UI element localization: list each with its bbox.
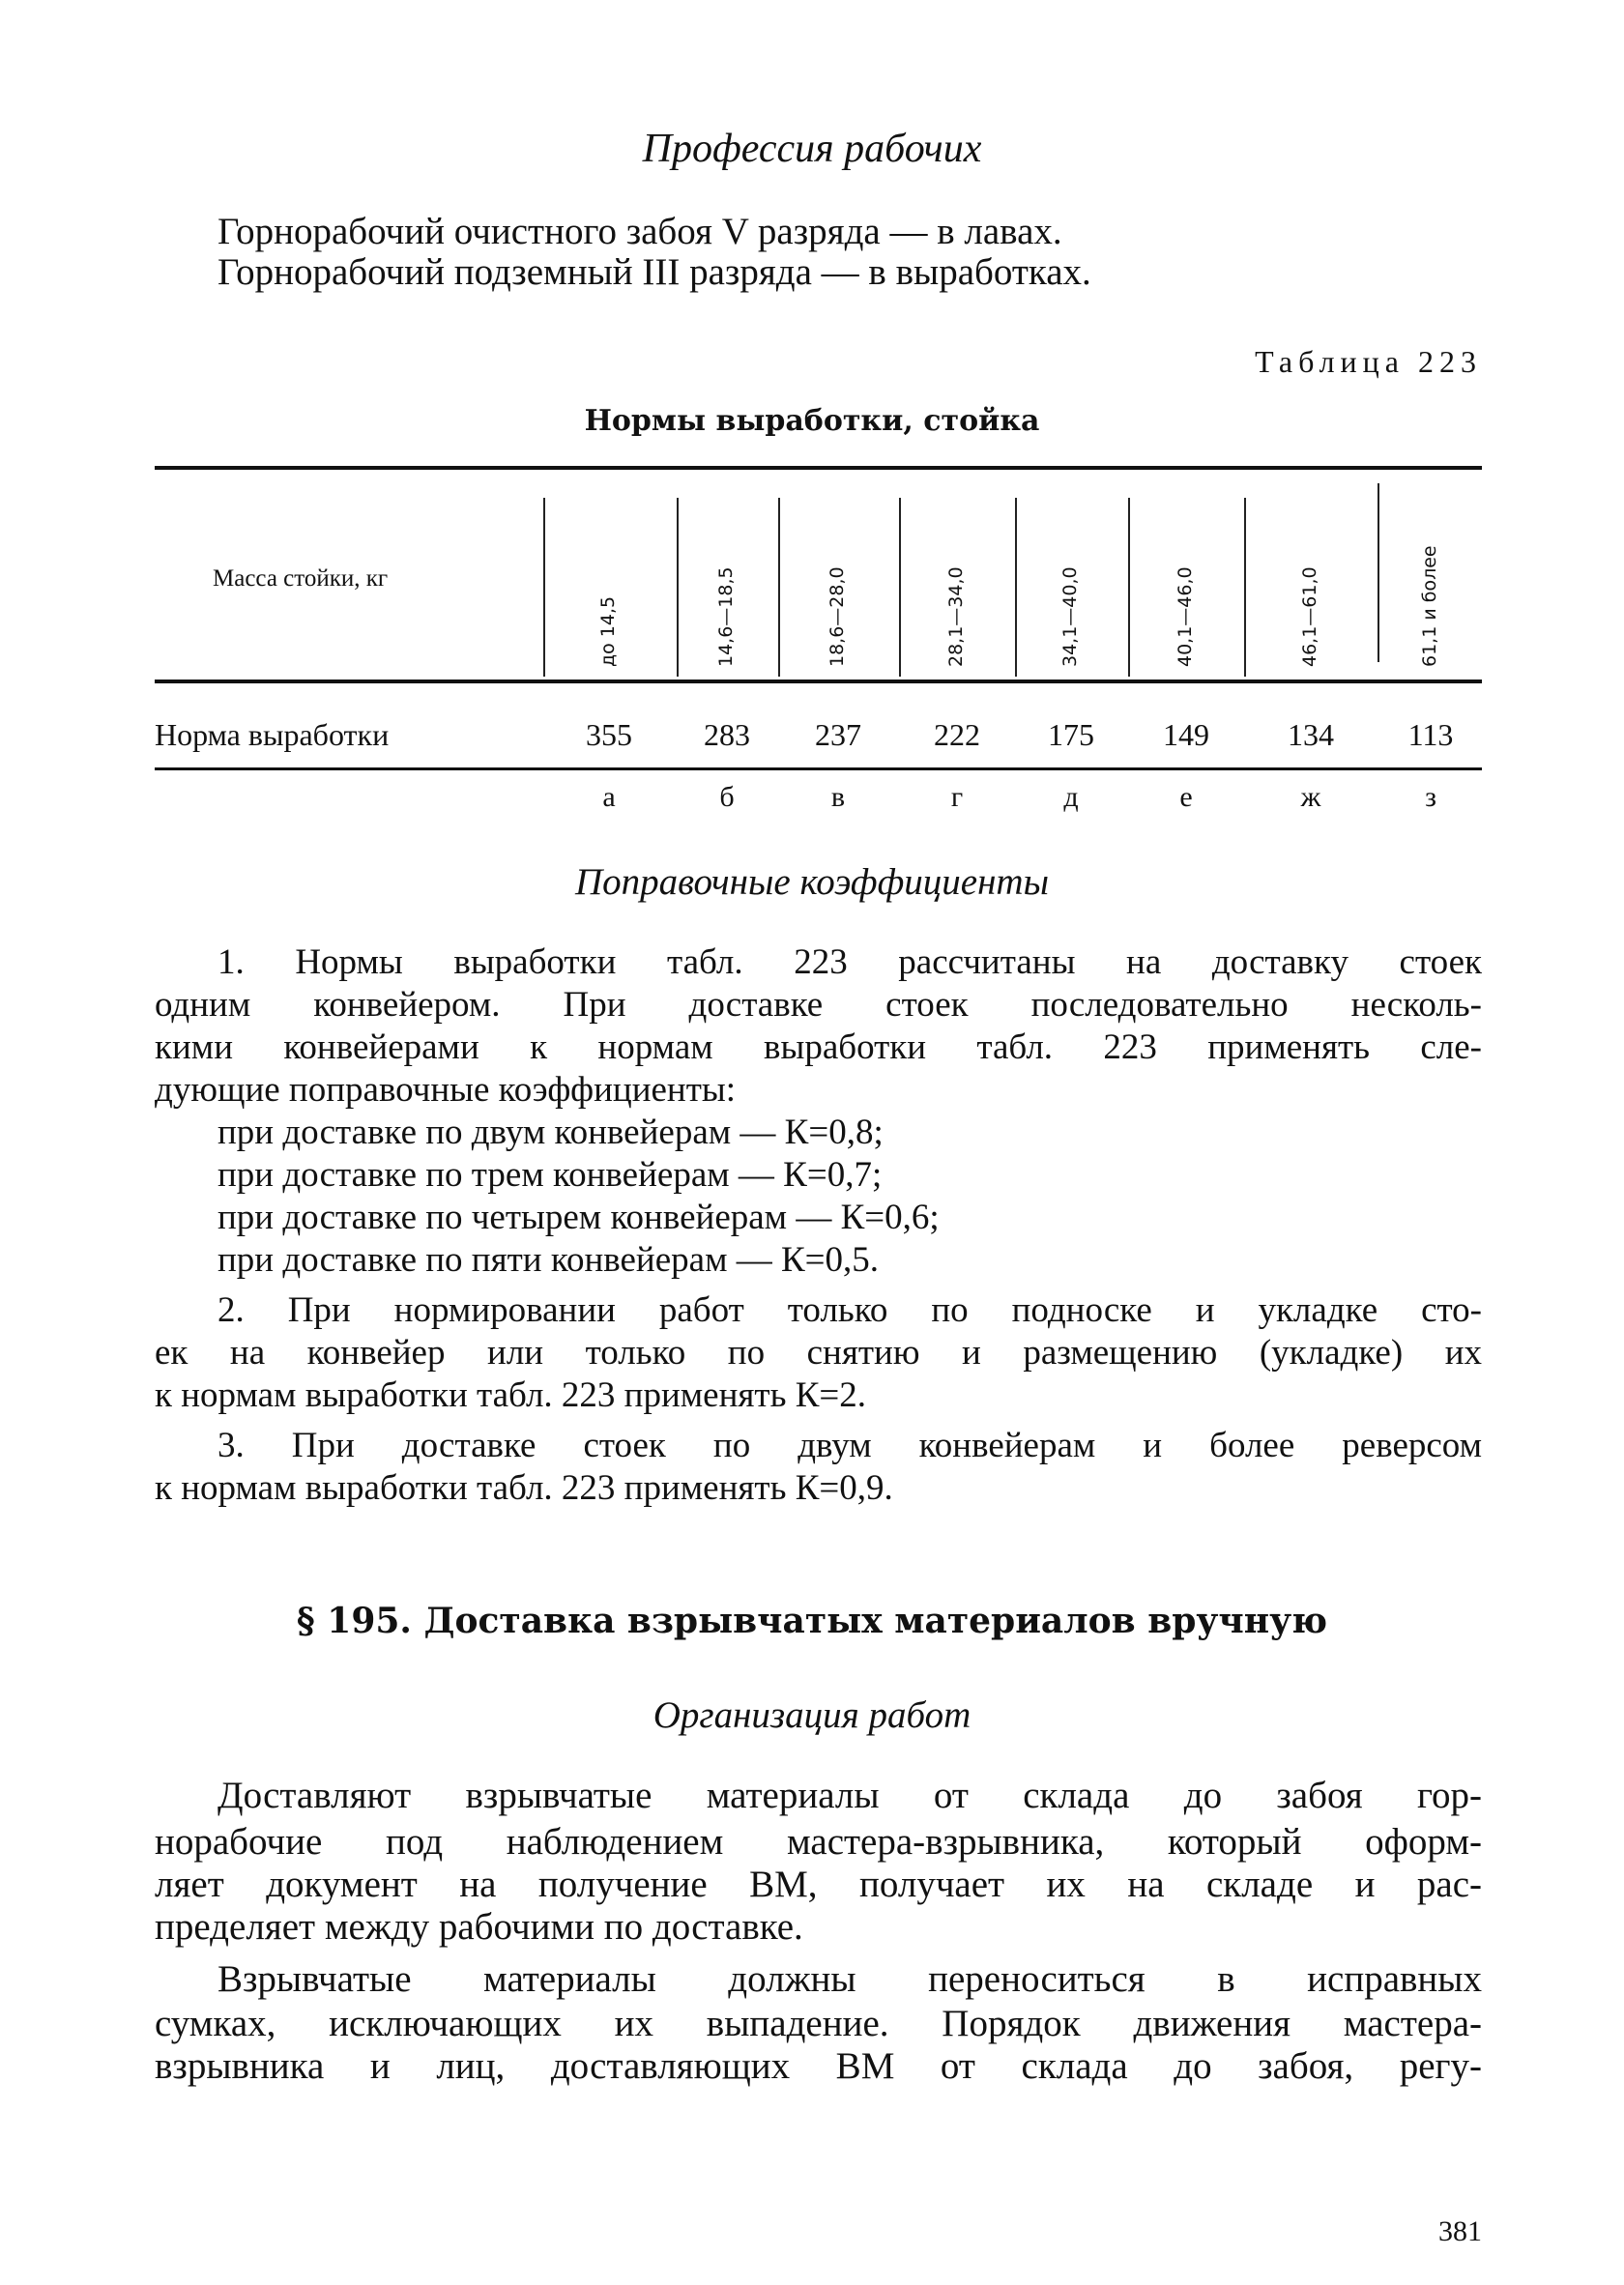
norm-value: 355 — [586, 717, 632, 752]
norm-value: 222 — [934, 717, 980, 752]
corrections-line: при доставке по трем конвейерам — К=0,7; — [218, 1155, 883, 1195]
section-line: сумках, исключающих их выпадение. Порядок движения мастера- — [155, 2003, 1482, 2044]
section-line: Доставляют взрывчатые материалы от склада до забоя гор- — [218, 1775, 1482, 1816]
norm-value: 237 — [815, 717, 861, 752]
norm-value: 149 — [1163, 717, 1209, 752]
column-header: 46,1—61,0 — [1299, 566, 1320, 667]
column-header: 28,1—34,0 — [945, 566, 967, 667]
table-header-rule — [155, 680, 1482, 683]
profession-line-2: Горнорабочий подземный III разряда — в выработках. — [218, 251, 1091, 293]
column-header: 18,6—28,0 — [826, 566, 848, 667]
column-divider — [1128, 498, 1130, 677]
section-line: Взрывчатые материалы должны переноситься в исправных — [218, 1958, 1482, 2000]
norm-value: 175 — [1048, 717, 1094, 752]
corrections-line: 1. Нормы выработки табл. 223 рассчитаны на доставку стоек — [218, 942, 1482, 982]
column-divider — [543, 498, 545, 677]
corrections-line: кими конвейерами к нормам выработки табл. 223 применять сле- — [155, 1027, 1482, 1067]
corrections-line: 3. При доставке стоек по двум конвейерам и более реверсом — [218, 1426, 1482, 1465]
corrections-line: одним конвейером. При доставке стоек последовательно несколь- — [155, 985, 1482, 1025]
header-label: Масса стойки, кг — [213, 565, 389, 592]
column-letter: ж — [1300, 781, 1321, 813]
table-number: Таблица 223 — [1255, 344, 1482, 379]
column-divider — [1244, 498, 1246, 677]
column-letter: а — [602, 781, 616, 813]
norm-value: 283 — [704, 717, 750, 752]
column-header: 40,1—46,0 — [1174, 566, 1196, 667]
column-letter: г — [950, 781, 964, 813]
column-divider — [677, 498, 679, 677]
column-divider — [1378, 483, 1379, 662]
section-heading: § 195. Доставка взрывчатых материалов вручную — [296, 1601, 1328, 1641]
column-letter: е — [1179, 781, 1193, 813]
norm-value: 134 — [1288, 717, 1334, 752]
section-line: взрывника и лиц, доставляющих ВМ от склада до забоя, регу- — [155, 2045, 1482, 2087]
column-letter: д — [1063, 781, 1079, 813]
corrections-line: 2. При нормировании работ только по подноске и укладке сто- — [218, 1290, 1482, 1330]
corrections-line: к нормам выработки табл. 223 применять К=2. — [155, 1375, 867, 1415]
column-header: до 14,5 — [597, 595, 619, 667]
profession-line-1: Горнорабочий очистного забоя V разряда — в лавах. — [218, 211, 1062, 252]
column-divider — [899, 498, 901, 677]
section-subheading: Организация работ — [652, 1694, 972, 1736]
table-title: Нормы выработки, стойка — [584, 404, 1040, 438]
corrections-line: при доставке по четырем конвейерам — К=0,6; — [218, 1198, 940, 1237]
column-letter: в — [830, 781, 846, 813]
corrections-line: дующие поправочные коэффициенты: — [155, 1070, 737, 1110]
corrections-line: к нормам выработки табл. 223 применять К=0,9. — [155, 1468, 893, 1508]
column-header: 14,6—18,5 — [715, 566, 737, 667]
corrections-line: при доставке по пяти конвейерам — К=0,5. — [218, 1240, 880, 1280]
section-line: норабочие под наблюдением мастера-взрывника, который оформ- — [155, 1821, 1482, 1863]
table-top-rule — [155, 466, 1482, 470]
column-header: 34,1—40,0 — [1059, 566, 1081, 667]
section-line: ляет документ на получение ВМ, получает их на складе и рас- — [155, 1864, 1482, 1905]
column-divider — [1015, 498, 1017, 677]
norm-value: 113 — [1407, 717, 1454, 752]
column-letter: з — [1425, 781, 1436, 813]
section-line: пределяет между рабочими по доставке. — [155, 1906, 803, 1948]
corrections-line: при доставке по двум конвейерам — К=0,8; — [218, 1113, 884, 1152]
column-letter: б — [719, 781, 735, 813]
column-divider — [778, 498, 780, 677]
column-header: 61,1 и более — [1419, 545, 1440, 667]
corrections-heading: Поправочные коэффициенты — [574, 861, 1050, 903]
table-bottom-rule — [155, 767, 1482, 770]
row-label: Норма выработки — [155, 717, 390, 752]
corrections-line: ек на конвейер или только по снятию и размещению (укладке) их — [155, 1333, 1482, 1373]
page-number: 381 — [1438, 2215, 1482, 2247]
profession-heading: Профессия рабочих — [642, 127, 982, 171]
